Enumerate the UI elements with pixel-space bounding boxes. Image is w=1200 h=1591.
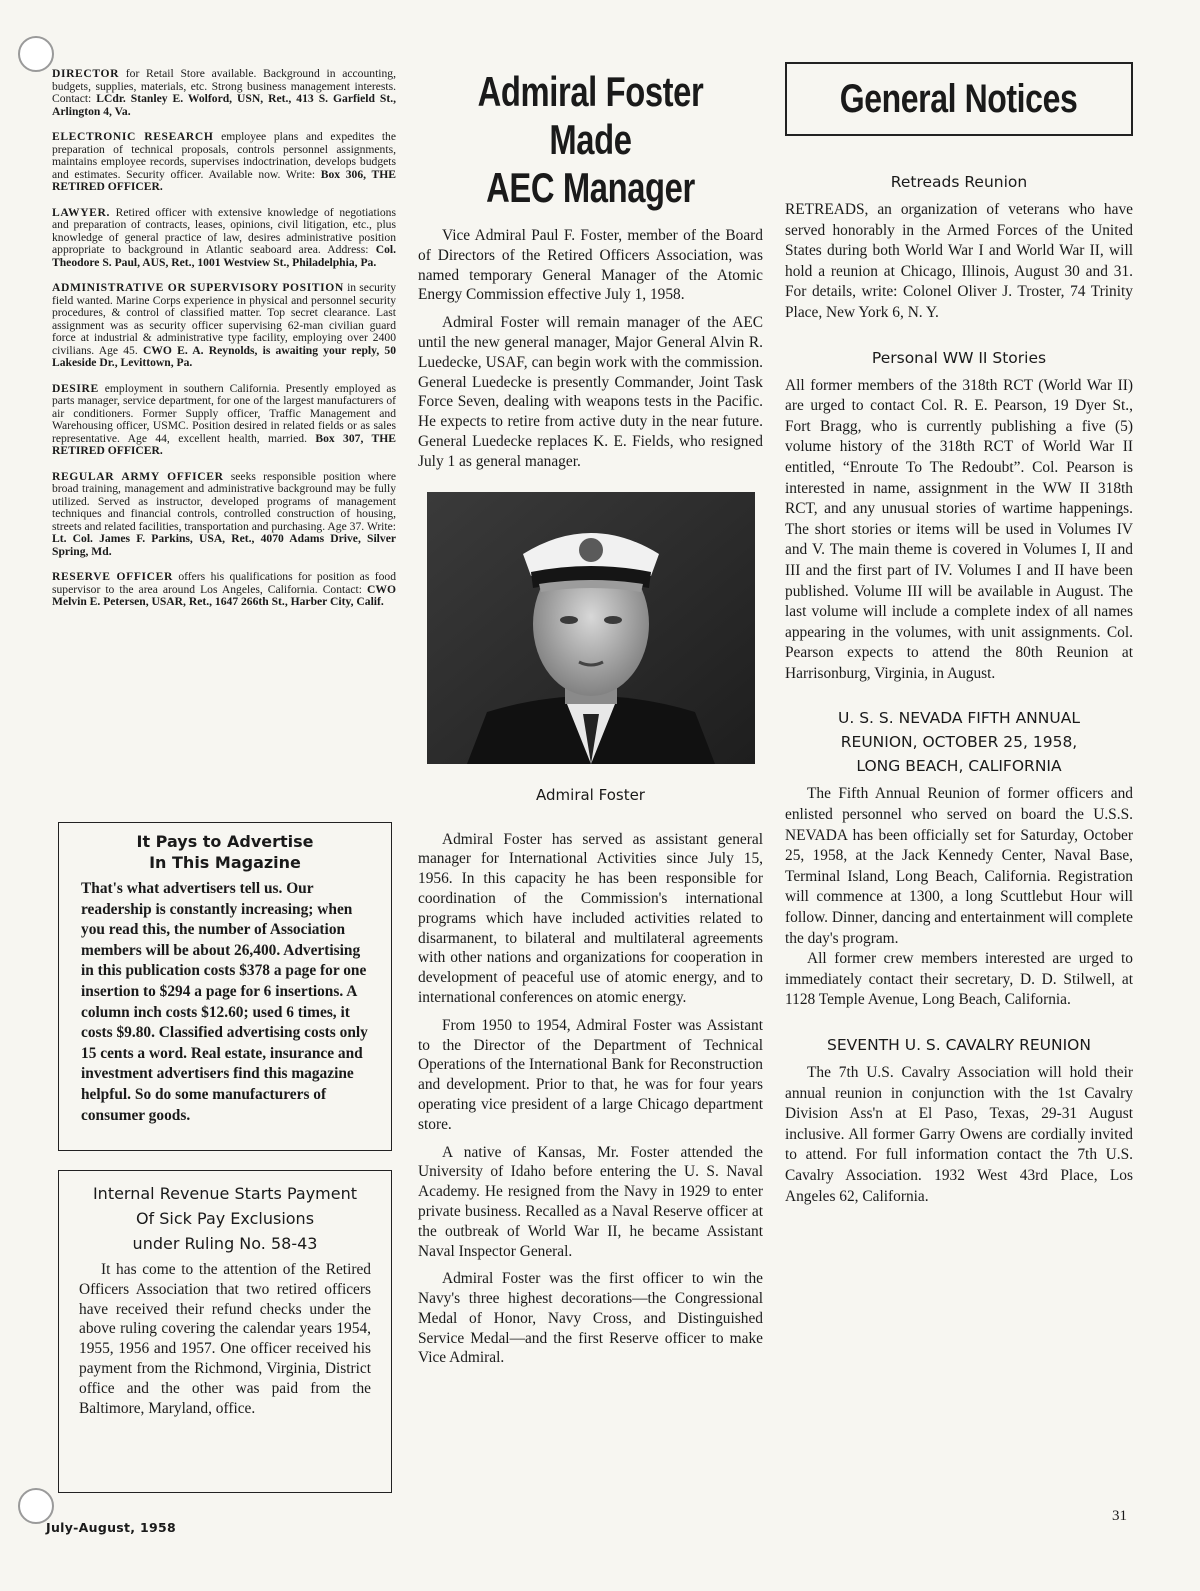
article-paragraph: A native of Kansas, Mr. Foster attended the University of Idaho before entering the U. S. Naval Academy. He resigned from the Navy in 1929 to enter private business. Recalled as a Naval Reserve officer at the outbreak of World War II, he became Assistant Naval Inspector General. bbox=[418, 1143, 763, 1260]
classifieds-column bbox=[52, 68, 396, 622]
nevada-reunion-body: All former crew members interested are urged to immediately contact their secretary, D. D. Stilwell, at 1128 Temple Avenue, Long Beach, California. bbox=[785, 950, 1133, 1009]
nevada-reunion-title: U. S. S. NEVADA FIFTH ANNUAL REUNION, OCTOBER 25, 1958, LONG BEACH, CALIFORNIA bbox=[838, 709, 1080, 776]
irs-box bbox=[58, 1170, 392, 1493]
cavalry-reunion-body: The 7th U.S. Cavalry Association will hold their annual reunion in conjunction with the 1st Cavalry Division Ass'n at El Paso, Texas, 29-31 August inclusive. All former Garry Owens are cordially invited to attend. For full information contact the 7th U.S. Cavalry Association. 1932 West 43rd Place, Los Angeles 62, California. bbox=[785, 1064, 1133, 1205]
article-paragraph: From 1950 to 1954, Admiral Foster was Assistant to the Director of the Department of Technical Operations of the International Bank for Reconstruction and development. Prior to that, he was for four years operating vice president of a large Chicago department store. bbox=[418, 1016, 763, 1133]
article-paragraph: Admiral Foster was the first officer to win the Navy's three highest decorations—the Congressional Medal of Honor, Navy Cross, and Distinguished Service Medal—and the first Reserve officer to make Vice Admiral. bbox=[418, 1270, 763, 1367]
page-number: 31 bbox=[1112, 1508, 1127, 1524]
ww2-stories-body: All former members of the 318th RCT (World War II) are urged to contact Col. R. E. Pearson, 19 Dyer St., Fort Bragg, who is currently publishing a five (5) volume history of the 318th RCT of World War II entitled, “Enroute To The Redoubt”. Col. Pearson is interested in name, assignment in the WW II 318th RCT, and any unusual stories of wartime happenings. The short stories or items will be used in Volumes IV and V. The main theme is covered in Volumes I, II and III and the first part of IV. Volumes I and II have been published. Volume III will be available in August. The last volume will include a complete index of all names appearing in the volumes, with unit assignments. Col. Pearson expects to attend the 80th Reunion at Harrisonburg, Virginia, in August. bbox=[785, 376, 1133, 682]
admiral-foster-photo bbox=[427, 492, 755, 764]
classified-ad: LAWYER. Retired officer with extensive knowledge of negotiations and preparation of contracts, leases, opinions, civil litigation, etc., plus knowledge of general practice of law, desires administrative position appropriate to background in Atlantic seaboard area. Address: Col. Theodore S. Paul, AUS, Ret., 1001 Westview St., Philadelphia, Pa. bbox=[52, 205, 396, 269]
nevada-reunion-body: The Fifth Annual Reunion of former officers and enlisted personnel who served on board the U.S.S. NEVADA has been officially set for Saturday, October 25, 1958, at the Jack Kennedy Center, Naval Base, Terminal Island, Long Beach, California. Registration will commence at 1300, a long Scuttlebut Hour will follow. Dinner, dancing and entertainment will complete the day's program. bbox=[785, 785, 1133, 947]
advertise-box-title: It Pays to Advertise In This Magazine bbox=[136, 832, 314, 872]
general-notices-header bbox=[785, 62, 1133, 136]
classified-ad: REGULAR ARMY OFFICER seeks responsible position where broad training, management and administrative background may be fully utilized. Served as instructor, developed programs of management techniques and financial controls, controlled construction of housing, streets and related facilities, transportation and purchasing. Age 37. Write: Lt. Col. James F. Parkins, USA, Ret., 4070 Adams Drive, Silver Spring, Md. bbox=[52, 469, 396, 558]
article-column bbox=[418, 62, 763, 1376]
irs-box-body: It has come to the attention of the Retired Officers Association that two retired officers have received their refund checks under the above ruling covering the calendar years 1954, 1955, 1956 and 1957. One officer received his payment from the Richmond, Virginia, District office and the other was paid from the Baltimore, Maryland, office. bbox=[79, 1261, 371, 1417]
retreads-body: RETREADS, an organization of veterans who have served honorably in the Armed Forces of the United States during both World War I and World War II, will hold a reunion at Chicago, Illinois, August 30 and 31. For details, write: Colonel Oliver J. Troster, 74 Trinity Place, New York 6, N. Y. bbox=[785, 201, 1133, 321]
classified-ad: DESIRE employment in southern California. Presently employed as parts manager, service department, for one of the largest manufacturers of air conditioners. Former Supply officer, Traffic Management and Warehousing officer, USMC. Position desired in related fields or as sales representative. Age 44, excellent health, married. Box 307, THE RETIRED OFFICER. bbox=[52, 381, 396, 457]
article-paragraph: Admiral Foster will remain manager of the AEC until the new general manager, Major General Alvin R. Luedecke, USAF, can begin work with the commission. General Luedecke is presently Commander, Joint Task Force Seven, dealing with weapons tests in the Pacific. He expects to retire from active duty in the near future. General Luedecke replaces K. E. Fields, who resigned July 1 as general manager. bbox=[418, 314, 763, 470]
article-paragraph: Vice Admiral Paul F. Foster, member of the Board of Directors of the Retired Officers Association, was named temporary General Manager of the Atomic Energy Commission effective July 1, 1958. bbox=[418, 227, 763, 304]
cavalry-reunion-title: SEVENTH U. S. CAVALRY REUNION bbox=[827, 1036, 1091, 1054]
retreads-title: Retreads Reunion bbox=[890, 173, 1028, 191]
portrait-illustration bbox=[427, 492, 755, 764]
general-notices-title: General Notices bbox=[840, 76, 1078, 121]
classified-ad: DIRECTOR for Retail Store available. Background in accounting, budgets, supplies, materials, etc. Strong business management interests. Contact: LCdr. Stanley E. Wolford, USN, Ret., 413 S. Garfield St., Arlington 4, Va. bbox=[52, 67, 396, 118]
classified-ad: RESERVE OFFICER offers his qualifications for position as food supervisor to the area around Los Angeles, California. Contact: CWO Melvin E. Petersen, USAR, Ret., 1647 266th St., Harber City, Calif. bbox=[52, 570, 396, 608]
irs-box-title: Internal Revenue Starts Payment Of Sick Pay Exclusions under Ruling No. 58-43 bbox=[92, 1184, 358, 1253]
advertise-box bbox=[58, 822, 392, 1151]
article-paragraph: Admiral Foster has served as assistant general manager for International Activities since July 15, 1956. In this capacity he has been responsible for coordination of the Commission's international programs which have included activities related to disarmanent, to bilateral and multilateral agreements with other nations and organizations for cooperation in development of peaceful use of atomic energy, and to international conferences on atomic energy. bbox=[418, 830, 763, 1006]
ww2-stories-title: Personal WW II Stories bbox=[871, 348, 1047, 367]
advertise-box-body: That's what advertisers tell us. Our readership is constantly increasing; when you read this, the number of Association members will be about 26,400. Advertising in this publication costs $378 a page for one insertion to $294 a page for 6 insertions. A column inch costs $12.60; used 6 times, it costs $9.80. Classified advertising costs only 15 cents a word. Real estate, insurance and investment advertisers find this magazine helpful. So do some manufacturers of consumer goods. bbox=[81, 880, 368, 1124]
issue-date: July-August, 1958 bbox=[46, 1520, 176, 1535]
classified-ad: ELECTRONIC RESEARCH employee plans and expedites the preparation of technical proposals, controls personnel assignments, maintains employee records, supervises indoctrination, develops budgets and estimates. Security officer. Available now. Write: Box 306, THE RETIRED OFFICER. bbox=[52, 130, 397, 193]
punch-hole-bottom bbox=[18, 1488, 54, 1524]
article-headline: Admiral Foster Made AEC Manager bbox=[477, 68, 704, 211]
classified-ad: ADMINISTRATIVE OR SUPERVISORY POSITION in security field wanted. Marine Corps experience in physical and personnel security procedures, & control of classified matter. Top secret clearance. Last assignment was as security officer supervising 62-man civilian guard force at industrial & administrative type facility, employing over 2400 civilians. Age 45. CWO E. A. Reynolds, is awaiting your reply, 50 Lakeside Dr., Levittown, Pa. bbox=[52, 281, 397, 369]
photo-caption: Admiral Foster bbox=[536, 785, 645, 804]
notices-column bbox=[785, 62, 1133, 1207]
punch-hole-top bbox=[18, 36, 54, 72]
